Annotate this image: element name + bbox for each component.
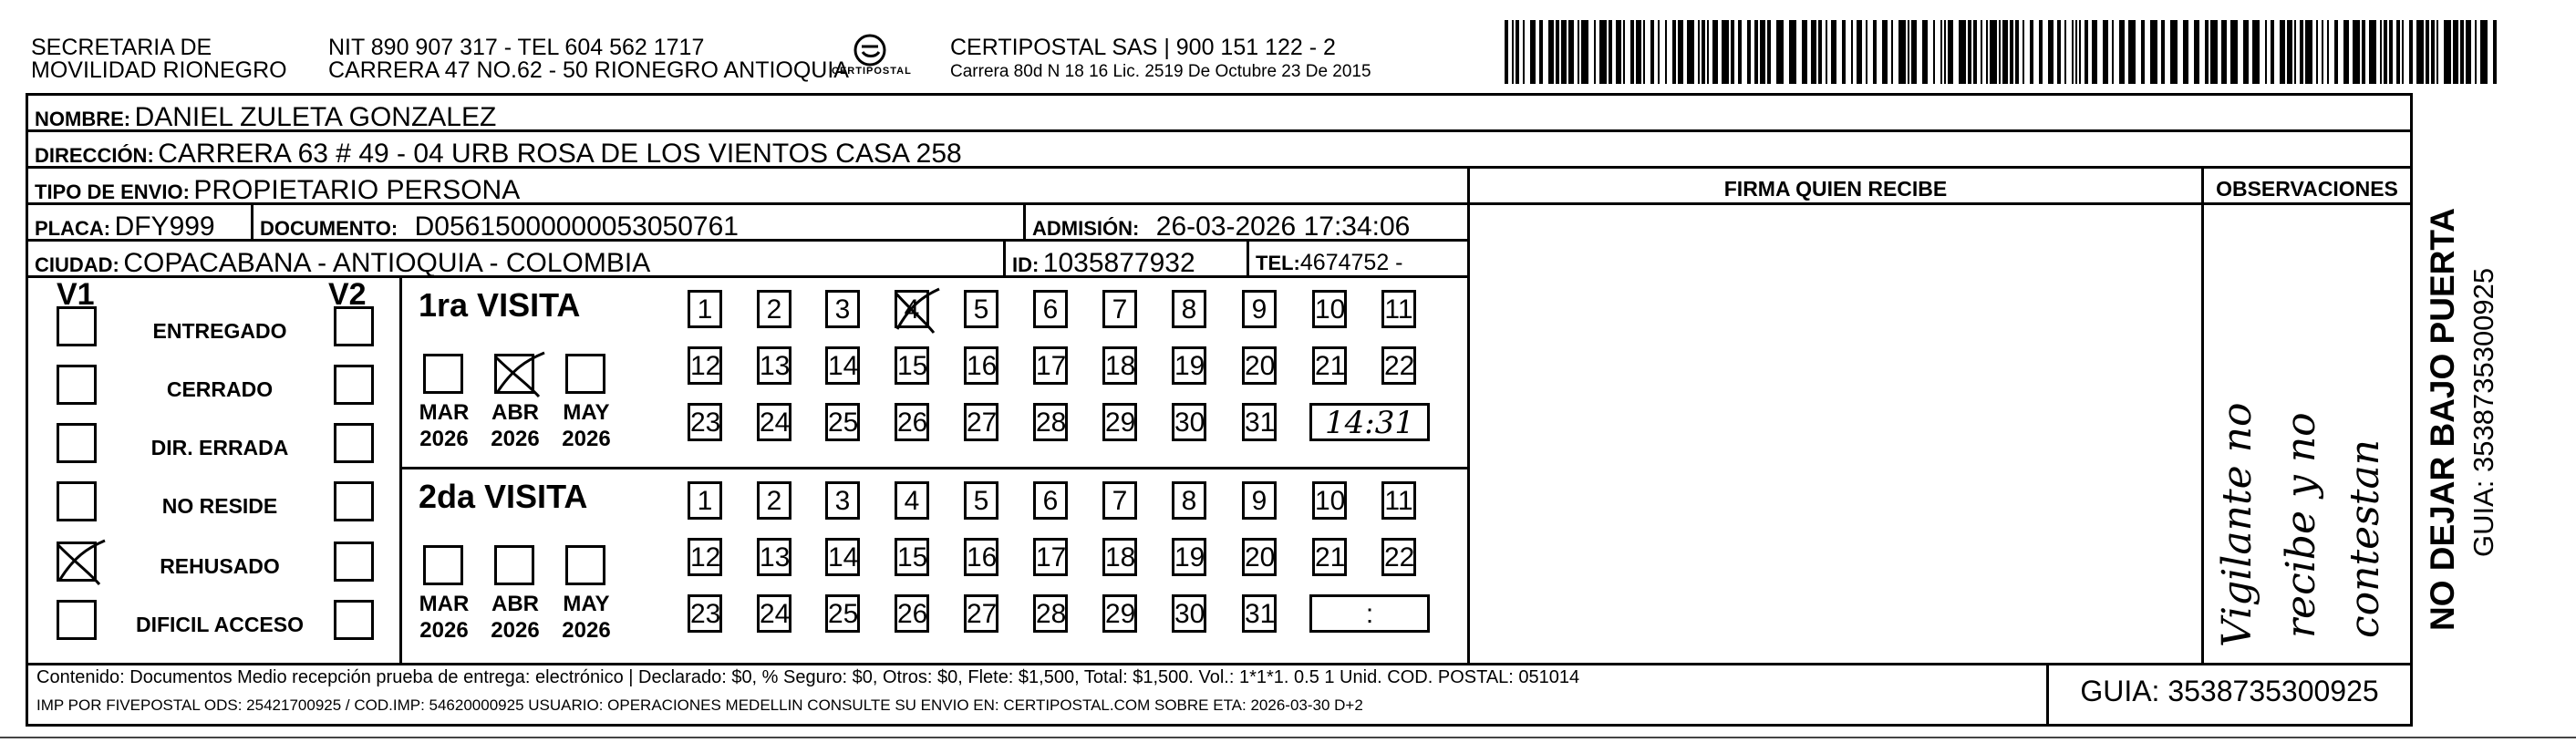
month-name: MAY xyxy=(563,592,610,616)
signature-label: FIRMA QUIEN RECIBE xyxy=(1723,177,1948,201)
day-box[interactable]: 17 xyxy=(1033,538,1068,576)
day-box[interactable]: 17 xyxy=(1033,346,1068,385)
month-checkbox[interactable] xyxy=(423,354,463,394)
document-label: DOCUMENTO: xyxy=(260,217,398,240)
day-box[interactable]: 30 xyxy=(1172,403,1206,441)
month-name: MAY xyxy=(563,400,610,425)
day-box[interactable]: 27 xyxy=(964,594,998,633)
status-v2-checkbox[interactable] xyxy=(334,481,374,521)
month-name: MAR xyxy=(419,592,470,616)
day-box[interactable]: 13 xyxy=(757,346,791,385)
status-label: CERRADO xyxy=(166,377,274,401)
name-label: NOMBRE: xyxy=(35,108,131,130)
v2-label: V2 xyxy=(328,277,367,312)
day-box[interactable]: 26 xyxy=(895,594,929,633)
day-box[interactable]: 9 xyxy=(1242,290,1277,328)
visit-time: : xyxy=(1365,599,1374,629)
day-box[interactable]: 22 xyxy=(1381,538,1416,576)
day-box[interactable]: 15 xyxy=(895,346,929,385)
month-year: 2026 xyxy=(419,618,469,643)
content-line: Contenido: Documentos Medio recepción prueba de entrega: electrónico | Declarado: $0, % Seguro: $0, Otros: $0, Flete: $1,500, Total: $1,500. Vol.: 1*1*1. 0.5 1 Unid. COD. POSTAL: 051014 xyxy=(36,667,1580,687)
month-checkbox[interactable] xyxy=(565,354,605,394)
day-box[interactable]: 8 xyxy=(1172,290,1206,328)
day-box[interactable]: 29 xyxy=(1102,594,1137,633)
status-v2-checkbox[interactable] xyxy=(334,306,374,346)
carrier-line-1: CERTIPOSTAL SAS | 900 151 122 - 2 xyxy=(950,35,1336,60)
day-box[interactable]: 22 xyxy=(1381,346,1416,385)
day-box[interactable]: 26 xyxy=(895,403,929,441)
address-label: DIRECCIÓN: xyxy=(35,144,154,167)
status-v1-checkbox[interactable] xyxy=(57,481,97,521)
status-v2-checkbox[interactable] xyxy=(334,365,374,405)
plate-label: PLACA: xyxy=(35,217,111,240)
status-v1-checkbox[interactable] xyxy=(57,542,97,582)
visit-title: 2da VISITA xyxy=(419,478,588,515)
day-box[interactable]: 2 xyxy=(757,290,791,328)
day-box[interactable]: 7 xyxy=(1102,290,1137,328)
month-label xyxy=(412,399,476,452)
status-v2-checkbox[interactable] xyxy=(334,542,374,582)
carrier-line-2: Carrera 80d N 18 16 Lic. 2519 De Octubre 23 De 2015 xyxy=(950,62,1371,81)
handwriting-line-1: Vigilante no xyxy=(2214,402,2260,647)
tel-label: TEL: xyxy=(1256,252,1300,274)
month-label xyxy=(483,591,547,644)
day-box[interactable]: 10 xyxy=(1312,481,1347,520)
day-box[interactable]: 10 xyxy=(1312,290,1347,328)
day-box[interactable]: 31 xyxy=(1242,403,1277,441)
status-label: NO RESIDE xyxy=(161,494,278,518)
observations-handwriting xyxy=(2207,210,2407,656)
day-box[interactable]: 3 xyxy=(825,481,860,520)
visit-title: 1ra VISITA xyxy=(419,286,581,324)
day-box[interactable]: 21 xyxy=(1312,346,1347,385)
day-box[interactable]: 23 xyxy=(688,594,722,633)
handwriting-line-3: contestan xyxy=(2342,438,2388,638)
day-box[interactable]: 31 xyxy=(1242,594,1277,633)
day-box[interactable]: 2 xyxy=(757,481,791,520)
month-year: 2026 xyxy=(562,618,611,643)
visit-time-box[interactable] xyxy=(1309,594,1430,633)
day-box[interactable]: 7 xyxy=(1102,481,1137,520)
day-box[interactable]: 27 xyxy=(964,403,998,441)
barcode xyxy=(1505,20,2498,84)
day-box[interactable]: 24 xyxy=(757,594,791,633)
day-box[interactable]: 16 xyxy=(964,346,998,385)
logo-text: CERTIPOSTAL xyxy=(832,66,912,77)
shipping-type-label: TIPO DE ENVIO: xyxy=(35,181,190,203)
day-box[interactable]: 4 xyxy=(895,290,929,328)
day-box[interactable]: 16 xyxy=(964,538,998,576)
tel-value: 4674752 - xyxy=(1299,250,1403,275)
month-name: MAR xyxy=(419,400,470,425)
status-v1-checkbox[interactable] xyxy=(57,423,97,463)
day-box[interactable]: 23 xyxy=(688,403,722,441)
day-box[interactable]: 8 xyxy=(1172,481,1206,520)
month-name: ABR xyxy=(491,592,539,616)
day-box[interactable]: 3 xyxy=(825,290,860,328)
month-label xyxy=(483,399,547,452)
day-box[interactable]: 18 xyxy=(1102,538,1137,576)
day-box[interactable]: 19 xyxy=(1172,346,1206,385)
month-checkbox[interactable] xyxy=(565,545,605,585)
recipient-address: CARRERA 63 # 49 - 04 URB ROSA DE LOS VIENTOS CASA 258 xyxy=(158,139,962,169)
day-box[interactable]: 30 xyxy=(1172,594,1206,633)
plate: DFY999 xyxy=(114,211,215,242)
address-line: CARRERA 47 NO.62 - 50 RIONEGRO ANTIOQUIA xyxy=(328,57,849,83)
status-v2-checkbox[interactable] xyxy=(334,423,374,463)
month-checkbox[interactable] xyxy=(494,354,534,394)
month-year: 2026 xyxy=(562,427,611,451)
month-year: 2026 xyxy=(491,618,540,643)
day-box[interactable]: 11 xyxy=(1381,290,1416,328)
city-label: CIUDAD: xyxy=(35,253,119,276)
sender-line-2: MOVILIDAD RIONEGRO xyxy=(31,57,287,83)
visit-time-box[interactable] xyxy=(1309,403,1430,441)
day-box[interactable]: 28 xyxy=(1033,594,1068,633)
status-v1-checkbox[interactable] xyxy=(57,365,97,405)
recipient-name: DANIEL ZULETA GONZALEZ xyxy=(134,102,497,132)
day-box[interactable]: 15 xyxy=(895,538,929,576)
day-box[interactable]: 14 xyxy=(825,538,860,576)
day-box[interactable]: 29 xyxy=(1102,403,1137,441)
month-year: 2026 xyxy=(491,427,540,451)
day-box[interactable]: 6 xyxy=(1033,290,1068,328)
month-checkbox[interactable] xyxy=(423,545,463,585)
status-label: DIFICIL ACCESO xyxy=(135,613,304,636)
day-box[interactable]: 20 xyxy=(1242,538,1277,576)
id-label: ID: xyxy=(1012,253,1040,276)
visit-time: 14:31 xyxy=(1325,405,1414,441)
day-box[interactable]: 14 xyxy=(825,346,860,385)
day-box[interactable]: 21 xyxy=(1312,538,1347,576)
day-box[interactable]: 12 xyxy=(688,538,722,576)
month-name: ABR xyxy=(491,400,539,425)
admission-label: ADMISIÓN: xyxy=(1032,217,1140,240)
sender-line-1: SECRETARIA DE xyxy=(31,35,212,60)
month-label xyxy=(412,591,476,644)
shipping-type: PROPIETARIO PERSONA xyxy=(193,175,521,205)
v1-label: V1 xyxy=(57,277,95,312)
month-label xyxy=(554,399,618,452)
document-number: D05615000000053050761 xyxy=(414,211,739,242)
nit-line: NIT 890 907 317 - TEL 604 562 1717 xyxy=(328,35,705,60)
side-warning: NO DEJAR BAJO PUERTA xyxy=(2424,208,2461,631)
month-label xyxy=(554,591,618,644)
day-box[interactable]: 4 xyxy=(895,481,929,520)
day-box[interactable]: 24 xyxy=(757,403,791,441)
month-checkbox[interactable] xyxy=(494,545,534,585)
day-box[interactable]: 1 xyxy=(688,290,722,328)
status-v1-checkbox[interactable] xyxy=(57,306,97,346)
day-box[interactable]: 19 xyxy=(1172,538,1206,576)
day-box[interactable]: 18 xyxy=(1102,346,1137,385)
day-box[interactable]: 6 xyxy=(1033,481,1068,520)
status-v1-checkbox[interactable] xyxy=(57,600,97,640)
status-label: REHUSADO xyxy=(160,554,280,578)
city: COPACABANA - ANTIOQUIA - COLOMBIA xyxy=(123,248,651,278)
status-label: DIR. ERRADA xyxy=(150,436,289,459)
day-box[interactable]: 5 xyxy=(964,290,998,328)
status-v2-checkbox[interactable] xyxy=(334,600,374,640)
handwriting-line-2: recibe y no xyxy=(2278,412,2324,638)
day-box[interactable]: 12 xyxy=(688,346,722,385)
day-box[interactable]: 5 xyxy=(964,481,998,520)
day-box[interactable]: 9 xyxy=(1242,481,1277,520)
day-box[interactable]: 28 xyxy=(1033,403,1068,441)
side-guia: GUIA: 3538735300925 xyxy=(2467,267,2499,557)
admission-date: 26-03-2026 17:34:06 xyxy=(1155,211,1411,242)
observations-label: OBSERVACIONES xyxy=(2216,177,2398,201)
certipostal-logo xyxy=(832,33,912,82)
day-box[interactable]: 25 xyxy=(825,403,860,441)
imp-line: IMP POR FIVEPOSTAL ODS: 25421700925 / COD.IMP: 54620000925 USUARIO: OPERACIONES MEDELLIN CONSULTE SU ENVIO EN: CERTIPOSTAL.COM SOBRE ETA: 2026-03-30 D+2 xyxy=(36,696,1363,714)
status-label: ENTREGADO xyxy=(152,319,287,343)
recipient-id: 1035877932 xyxy=(1042,248,1195,278)
day-box[interactable]: 20 xyxy=(1242,346,1277,385)
day-box[interactable]: 25 xyxy=(825,594,860,633)
day-box[interactable]: 1 xyxy=(688,481,722,520)
day-box[interactable]: 11 xyxy=(1381,481,1416,520)
month-year: 2026 xyxy=(419,427,469,451)
day-box[interactable]: 13 xyxy=(757,538,791,576)
guia-box: GUIA: 3538735300925 xyxy=(2080,675,2379,707)
